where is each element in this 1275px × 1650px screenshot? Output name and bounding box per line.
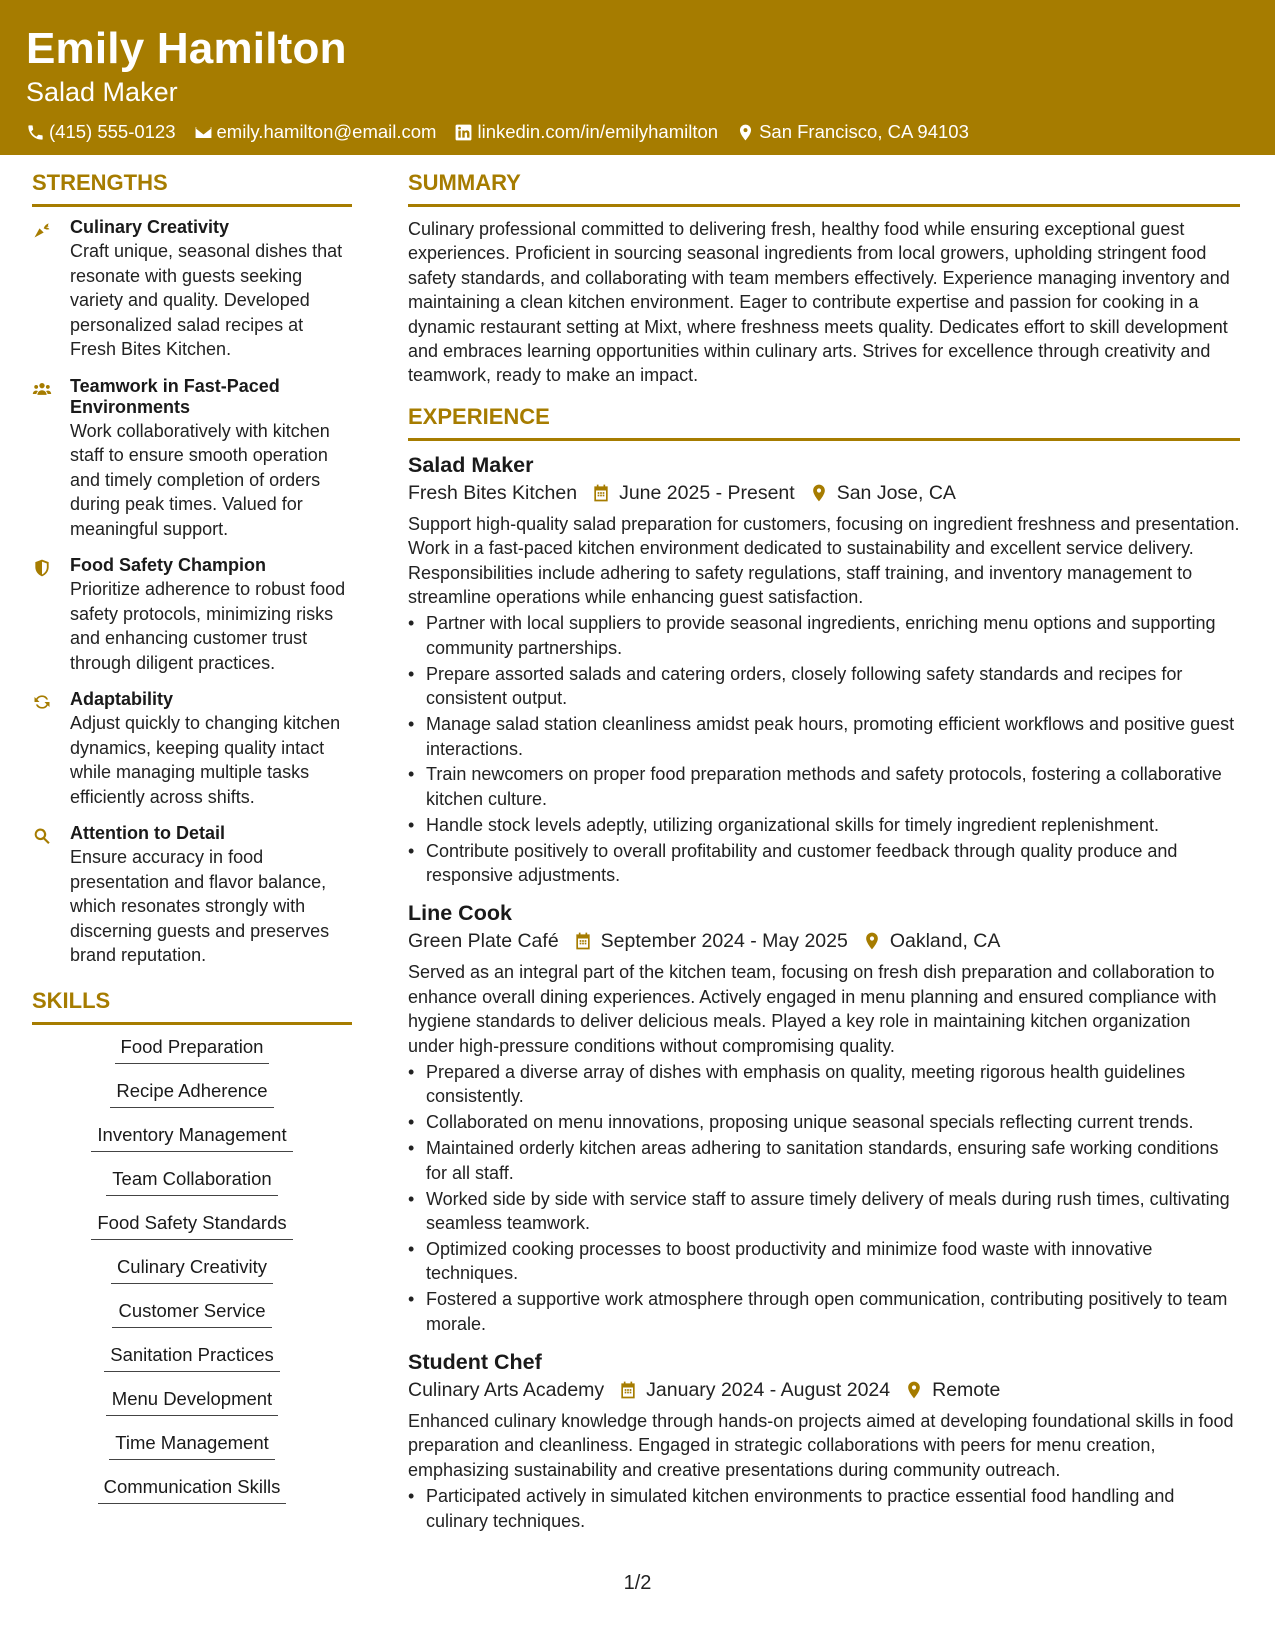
strength-title: Culinary Creativity (70, 217, 230, 237)
strength-title: Teamwork in Fast-Paced Environments (70, 375, 280, 417)
summary-heading: SUMMARY (408, 168, 1240, 207)
job-title: Line Cook (408, 901, 512, 926)
job-dates: September 2024 - May 2025 (600, 930, 848, 953)
linkedin-link[interactable]: linkedin.com/in/emilyhamilton (477, 121, 719, 142)
job-bullet: • Prepare assorted salads and catering orders, closely following safety standards and recipes for consistent output. (408, 662, 1240, 711)
job-entry (408, 899, 1240, 1336)
job-bullet: • Train newcomers on proper food preparation methods and safety protocols, fostering a collaborative kitchen culture. (408, 762, 1240, 811)
skill-item: Food Preparation (115, 1035, 270, 1064)
job-title: Salad Maker (408, 452, 534, 477)
right-column (408, 168, 1240, 1545)
job-bullet: • Fostered a supportive work atmosphere through open communication, contributing positively to team morale. (408, 1287, 1240, 1336)
contact-email[interactable] (194, 120, 437, 144)
job-bullet: • Worked side by side with service staff to assure timely delivery of meals during rush times, cultivating seamless teamwork. (408, 1187, 1240, 1236)
calendar-icon (573, 931, 593, 951)
contact-bar (26, 120, 1275, 144)
skill-item: Team Collaboration (106, 1167, 277, 1196)
shield-icon (32, 558, 52, 578)
job-company: Green Plate Café (408, 930, 559, 953)
job-entry (408, 451, 1240, 888)
skill-item: Menu Development (106, 1387, 278, 1416)
map-pin-icon (736, 123, 755, 142)
job-description: Served as an integral part of the kitchen team, focusing on fresh dish preparation and collaboration to enhance overall dining experiences. Actively engaged in menu planning and ensured compliance with hygiene standards to deliver delicious meals. Played a key role in maintaining kitchen organization under high-pressure conditions without compromising quality. (408, 962, 1217, 1056)
experience-heading: EXPERIENCE (408, 402, 1240, 441)
sync-icon (32, 692, 52, 712)
contact-linkedin[interactable] (454, 120, 718, 144)
job-bullet: • Collaborated on menu innovations, proposing unique seasonal specials reflecting current trends. (408, 1110, 1240, 1134)
job-meta (408, 1376, 1240, 1404)
skill-item: Communication Skills (98, 1475, 287, 1504)
job-company: Fresh Bites Kitchen (408, 481, 578, 504)
skill-item: Time Management (109, 1431, 275, 1460)
job-bullet: • Maintained orderly kitchen areas adhering to sanitation standards, ensuring safe working conditions for all staff. (408, 1136, 1240, 1185)
contact-phone (26, 120, 176, 144)
skill-item: Food Safety Standards (91, 1211, 292, 1240)
skill-item: Sanitation Practices (104, 1343, 280, 1372)
job-bullet: • Prepared a diverse array of dishes with emphasis on quality, meeting rigorous health guidelines consistently. (408, 1060, 1240, 1109)
job-bullet: • Contribute positively to overall profitability and customer feedback through quality produce and responsive adjustments. (408, 839, 1240, 888)
strength-desc: Craft unique, seasonal dishes that resonate with guests seeking variety and quality. Developed personalized salad recipes at Fresh Bites Kitchen. (70, 241, 343, 359)
skill-item: Customer Service (112, 1299, 271, 1328)
skills-list (32, 1035, 352, 1519)
job-bullets (408, 1060, 1240, 1336)
candidate-title: Salad Maker (26, 77, 178, 107)
carrot-icon (32, 220, 52, 240)
location-text: San Francisco, CA 94103 (759, 121, 969, 142)
contact-location (736, 120, 969, 144)
skills-heading: SKILLS (32, 986, 352, 1025)
summary-text: Culinary professional committed to delivering fresh, healthy food while ensuring exceptional guest experiences. Proficient in sourcing seasonal ingredients from local growers, upholding stringent food safety standards, and collaborating with team members effectively. Experience managing inventory and maintaining a clean kitchen environment. Eager to contribute expertise and passion for cooking in a dynamic restaurant setting at Mixt, where freshness meets quality. Dedicates effort to skill development and embraces learning opportunities within culinary arts. Strives for excellence through creativity and teamwork, ready to make an impact. (408, 219, 1230, 386)
resume-header (0, 0, 1275, 155)
skill-item: Recipe Adherence (110, 1079, 273, 1108)
strength-desc: Ensure accuracy in food presentation and flavor balance, which resonates strongly with discerning guests and preserves brand reputation. (70, 847, 330, 965)
job-bullet: • Participated actively in simulated kitchen environments to practice essential food handling and culinary techniques. (408, 1484, 1240, 1533)
page-number: 1/2 (623, 1572, 652, 1594)
linkedin-icon (454, 123, 473, 142)
map-pin-icon (862, 931, 882, 951)
users-icon (32, 379, 52, 399)
search-icon (32, 826, 52, 846)
envelope-icon (194, 123, 213, 142)
job-company: Culinary Arts Academy (408, 1379, 605, 1402)
map-pin-icon (809, 483, 829, 503)
phone-icon (26, 123, 45, 142)
map-pin-icon (904, 1380, 924, 1400)
job-bullet: • Manage salad station cleanliness amidst peak hours, promoting efficient workflows and positive guest interactions. (408, 712, 1240, 761)
job-bullets (408, 611, 1240, 887)
job-description: Support high-quality salad preparation for customers, focusing on ingredient freshness and presentation. Work in a fast-paced kitchen environment dedicated to sustainability and excellent service delivery. Responsibilities include adhering to safety regulations, staff training, and inventory management to streamline operations while enhancing guest satisfaction. (408, 513, 1240, 608)
job-location: San Jose, CA (836, 481, 956, 504)
strength-title: Attention to Detail (70, 823, 225, 843)
job-title: Student Chef (408, 1350, 542, 1375)
skill-item: Culinary Creativity (111, 1255, 273, 1284)
calendar-icon (591, 483, 611, 503)
strength-desc: Prioritize adherence to robust food safety protocols, minimizing risks and enhancing customer trust through diligent practices. (70, 579, 346, 673)
job-bullet: • Handle stock levels adeptly, utilizing organizational skills for timely ingredient replenishment. (408, 813, 1240, 837)
job-entry (408, 1348, 1240, 1533)
job-dates: June 2025 - Present (619, 481, 795, 504)
job-meta (408, 927, 1240, 955)
strength-item (32, 689, 352, 809)
phone-text: (415) 555-0123 (49, 121, 176, 142)
job-location: Oakland, CA (889, 930, 1001, 953)
job-dates: January 2024 - August 2024 (646, 1379, 891, 1402)
strength-item (32, 376, 352, 542)
job-meta (408, 479, 1240, 507)
job-bullet: • Partner with local suppliers to provide seasonal ingredients, enriching menu options and supporting community partnerships. (408, 611, 1240, 660)
left-column (32, 168, 352, 1519)
job-description: Enhanced culinary knowledge through hands-on projects aimed at developing foundational skills in food preparation and cleanliness. Engaged in strategic collaborations with peers for menu creation, emphasizing sustainability and creative presentations during community outreach. (408, 1411, 1234, 1480)
strengths-heading: STRENGTHS (32, 168, 352, 207)
calendar-icon (618, 1380, 638, 1400)
strength-desc: Work collaboratively with kitchen staff to ensure smooth operation and timely completion of orders during peak times. Valued for meaningful support. (70, 420, 330, 539)
strength-desc: Adjust quickly to changing kitchen dynamics, keeping quality intact while managing multiple tasks efficiently across shifts. (70, 713, 341, 807)
strength-item (32, 555, 352, 675)
candidate-name: Emily Hamilton (26, 24, 347, 73)
job-bullets (408, 1484, 1240, 1533)
email-link[interactable]: emily.hamilton@email.com (216, 121, 437, 142)
strength-item (32, 823, 352, 968)
job-location: Remote (932, 1379, 1001, 1402)
job-bullet: • Optimized cooking processes to boost productivity and minimize food waste with innovative techniques. (408, 1237, 1240, 1286)
strength-title: Food Safety Champion (70, 555, 267, 575)
skill-item: Inventory Management (91, 1123, 292, 1152)
strength-title: Adaptability (70, 689, 174, 709)
strength-item (32, 217, 352, 362)
